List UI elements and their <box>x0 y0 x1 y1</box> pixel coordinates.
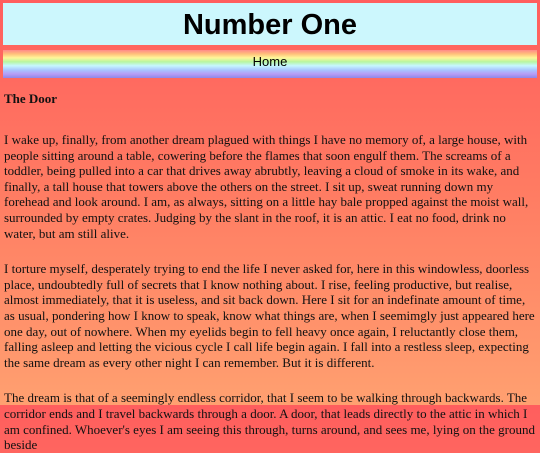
story-paragraph-2: I torture myself, desperately trying to end the life I never asked for, here in this windowless, doorless place, undoubtedly full of secrets that I know nothing about. I rise, feeling productive, but realise, almost immediately, that it is useless, and sit back down. Here I sit for an indefinate amount of time, as usual, pondering how I know to speak, know what things are, when I seemimgly just appeared here one day, out of nowhere. When my eyelids begin to fell heavy once again, I reluctantly close them, falling asleep and letting the vicious cycle I call life begin again. I fall into a restless sleep, expecting the same dream as every other night I can remember. But it is different. <box>4 261 535 370</box>
nav-bar <box>3 50 537 78</box>
site-title: Number One <box>182 9 358 41</box>
story-title: The Door <box>4 91 58 106</box>
story-paragraph-1: I wake up, finally, from another dream plagued with things I have no memory of, a large house, with people sitting around a table, cowering before the flames that soon engulf them. The screams of a toddler, being pulled into a car that drives away abrubtly, leaving a cloud of smoke in its wake, and finally, a tall house that towers above the others on the street. I sit up, sweat running down my forehead and look around. I am, as always, sitting on a little hay bale propped against the moist wall, surrounded by empty crates. Judging by the slant in the roof, it is an attic. I eat no food, drink no water, but am still alive. <box>4 132 529 241</box>
nav-home-link[interactable]: Home <box>252 54 288 69</box>
story-paragraph-3: The dream is that of a seemingly endless corridor, that I seem to be walking through backwards. The corridor ends and I travel backwards through a door. A door, that leads directly to the attic in which I am confined. Whoever's eyes I am seeing this through, turns around, and sees me, lying on the ground beside <box>4 390 536 453</box>
site-header <box>3 3 537 45</box>
story-content <box>4 86 536 453</box>
